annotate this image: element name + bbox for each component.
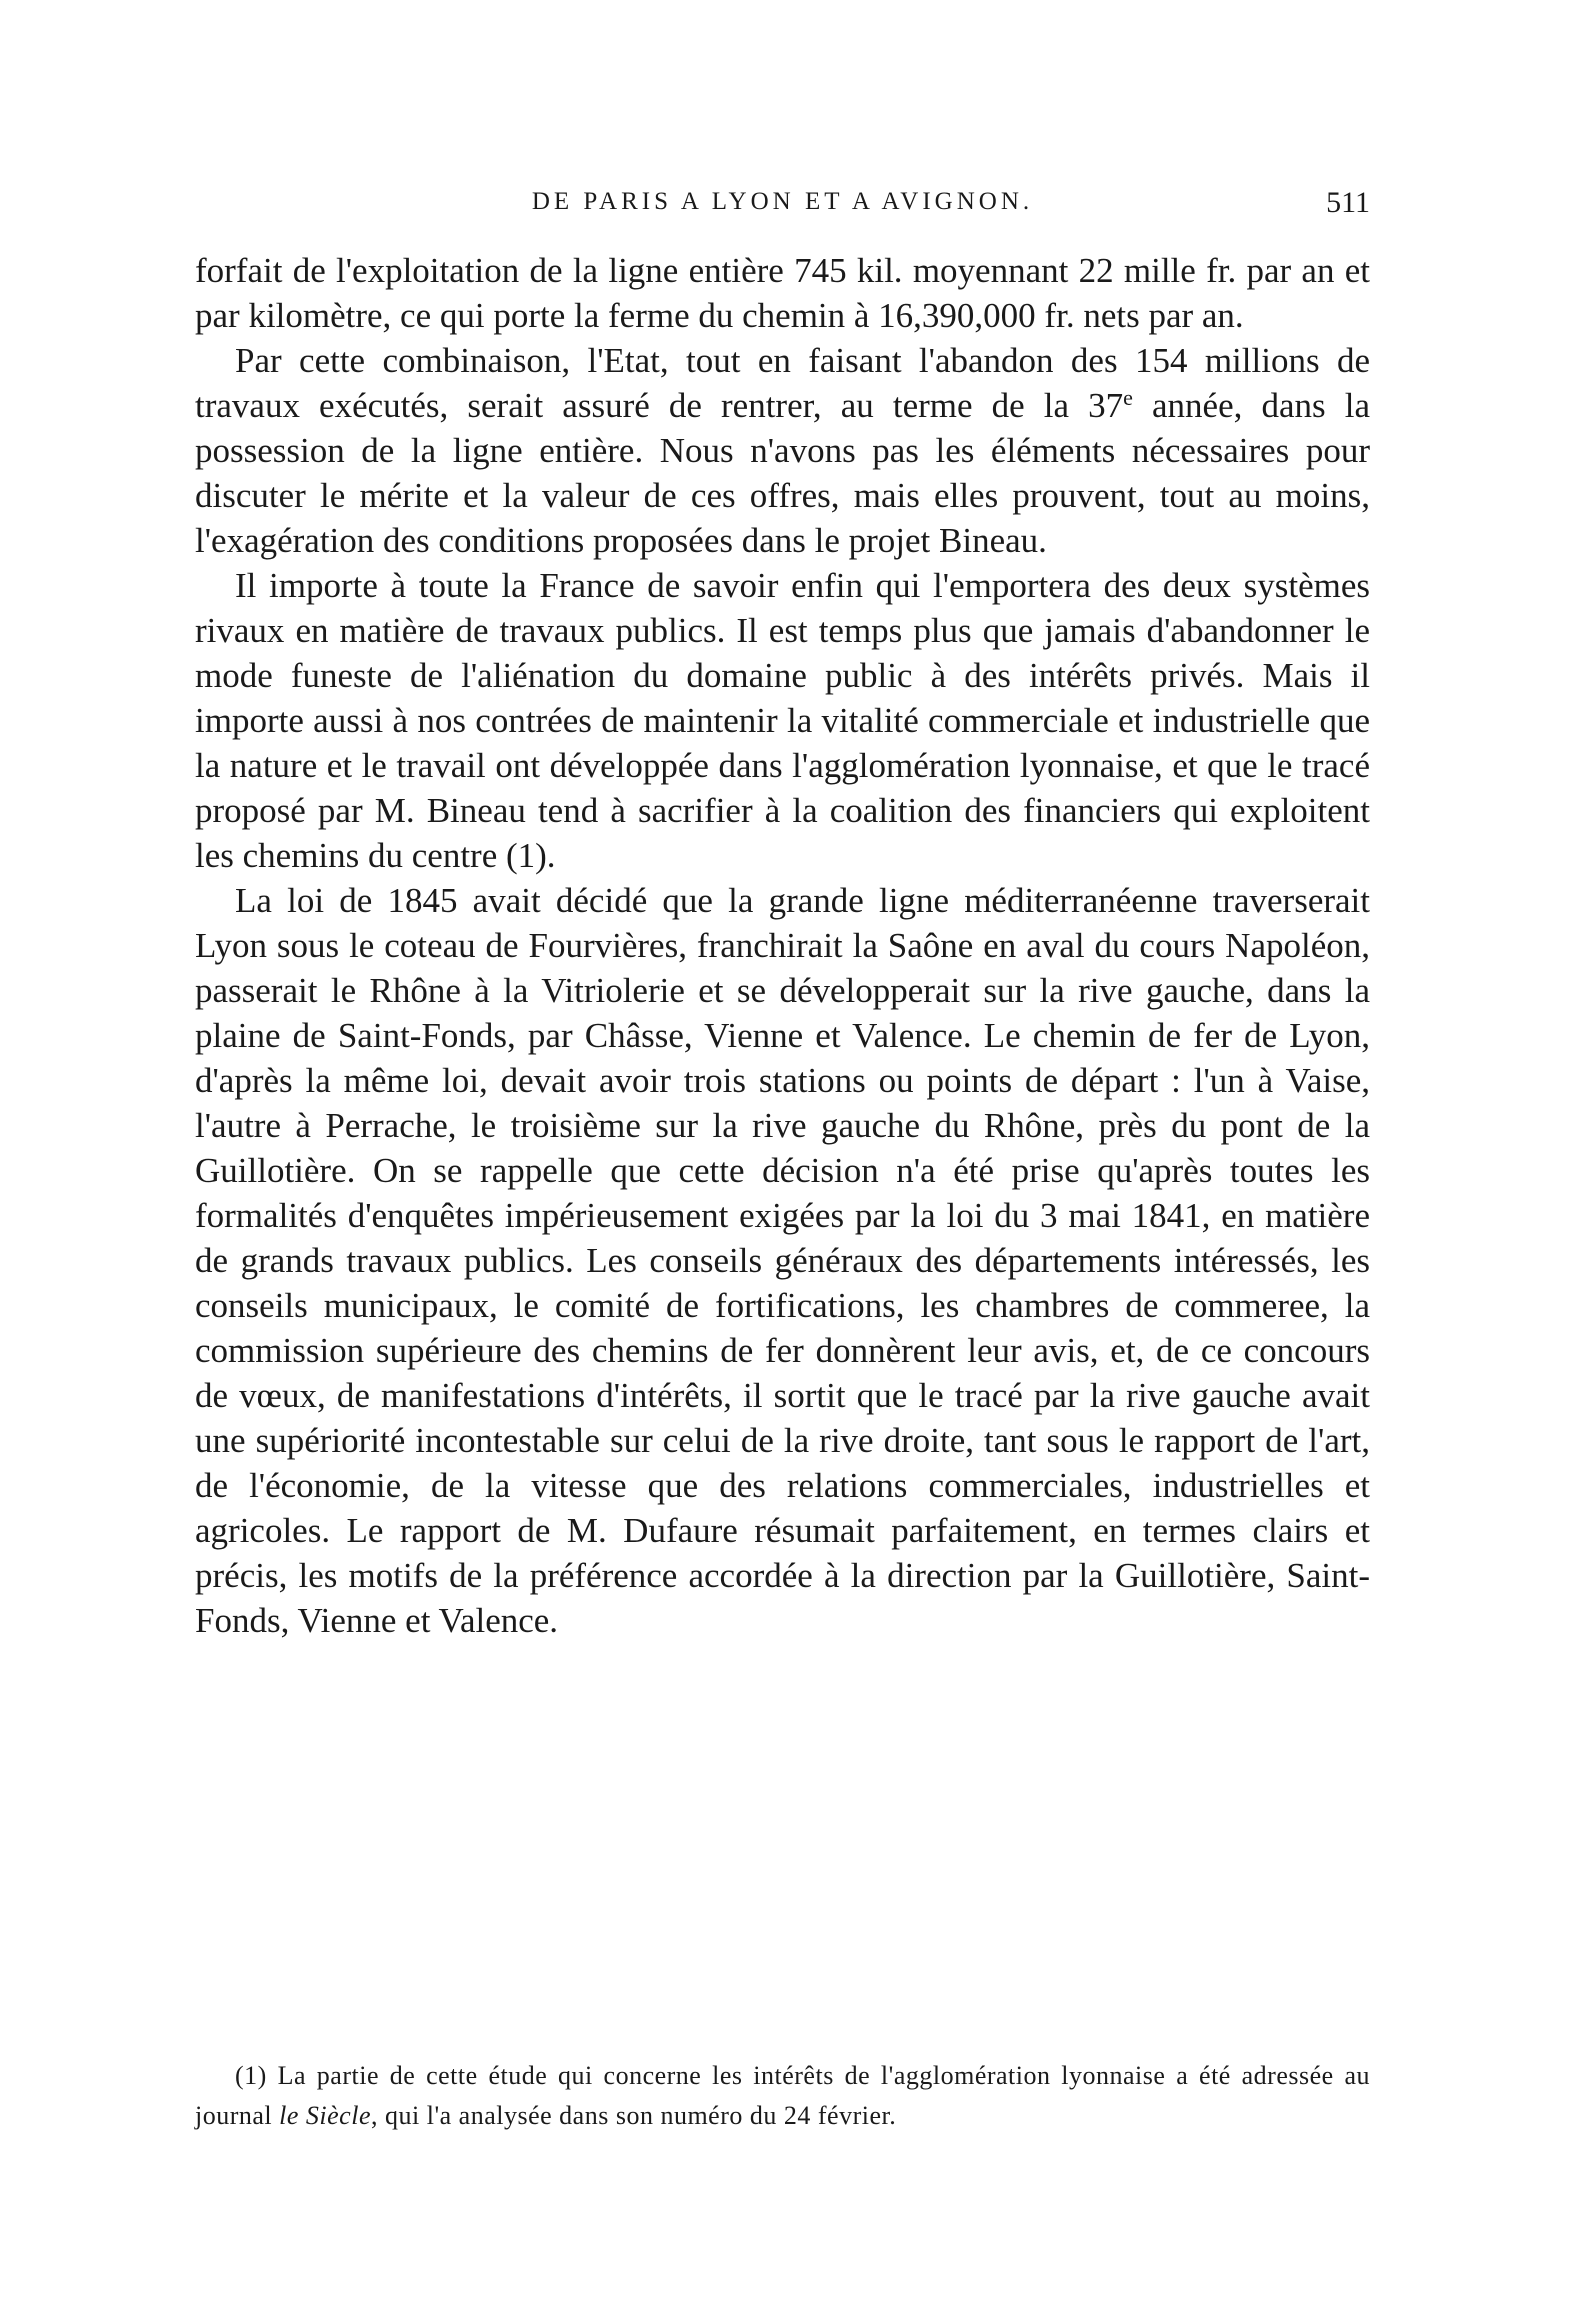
paragraph-text: année, dans la possession de la ligne entière. Nous n'avons pas les éléments nécessaires pour discuter le mérite et la valeur de ces offres, mais elles prouvent, tout au moins, l'exagération des conditions proposées dans le projet Bineau. [195,386,1370,560]
body-text [195,248,1370,1643]
paragraph-law-1845: La loi de 1845 avait décidé que la grande ligne méditerranéenne traverserait Lyon sous le coteau de Fourvières, franchirait la Saône en aval du cours Napoléon, passerait le Rhône à la Vitriolerie et se développerait sur la rive gauche, dans la plaine de Saint-Fonds, par Châsse, Vienne et Valence. Le chemin de fer de Lyon, d'après la même loi, devait avoir trois stations ou points de départ : l'un à Vaise, l'autre à Perrache, le troisième sur la rive gauche du Rhône, près du pont de la Guillotière. On se rappelle que cette décision n'a été prise qu'après toutes les formalités d'enquêtes impérieusement exigées par la loi du 3 mai 1841, en matière de grands travaux publics. Les conseils généraux des départements intéressés, les conseils municipaux, le comité de fortifications, les chambres de commeree, la commission supérieure des chemins de fer donnèrent leur avis, et, de ce concours de vœux, de manifestations d'intérêts, il sortit que le tracé par la rive gauche avait une supériorité incontestable sur celui de la rive droite, tant sous le rapport de l'art, de l'économie, de la vitesse que des relations commerciales, industrielles et agricoles. Le rapport de M. Dufaure résumait parfaitement, en termes clairs et précis, les motifs de la préférence accordée à la direction par la Guillotière, Saint-Fonds, Vienne et Valence. [195,881,1370,1640]
footnote-text: , qui l'a analysée dans son numéro du 24 février. [371,2101,897,2130]
running-title: DE PARIS A LYON ET A AVIGNON. [531,188,1034,215]
running-head [195,188,1370,228]
journal-title: le Siècle [279,2101,371,2130]
footnote [195,2056,1370,2136]
page-number: 511 [1326,186,1370,219]
ordinal-superscript: e [1123,385,1133,410]
paragraph-text: Par cette combinaison, l'Etat, tout en faisant l'abandon des 154 millions de travaux exécutés, serait assuré de rentrer, au terme de la 37 [195,341,1370,425]
footnote-text: (1) La partie de cette étude qui concerne les intérêts de l'agglomération lyonnaise a été adressée au journal [195,2061,1370,2130]
paragraph-public-works: Il importe à toute la France de savoir enfin qui l'emportera des deux systèmes rivaux en matière de travaux publics. Il est temps plus que jamais d'abandonner le mode funeste de l'aliénation du domaine public à des intérêts privés. Mais il importe aussi à nos contrées de maintenir la vitalité commerciale et industrielle que la nature et le travail ont développée dans l'agglomération lyonnaise, et que le tracé proposé par M. Bineau tend à sacrifier à la coalition des financiers qui exploitent les chemins du centre (1). [195,566,1370,875]
paragraph-combination [195,338,1370,563]
paragraph-continuation: forfait de l'exploitation de la ligne entière 745 kil. moyennant 22 mille fr. par an et par kilomètre, ce qui porte la ferme du chemin à 16,390,000 fr. nets par an. [195,251,1370,335]
